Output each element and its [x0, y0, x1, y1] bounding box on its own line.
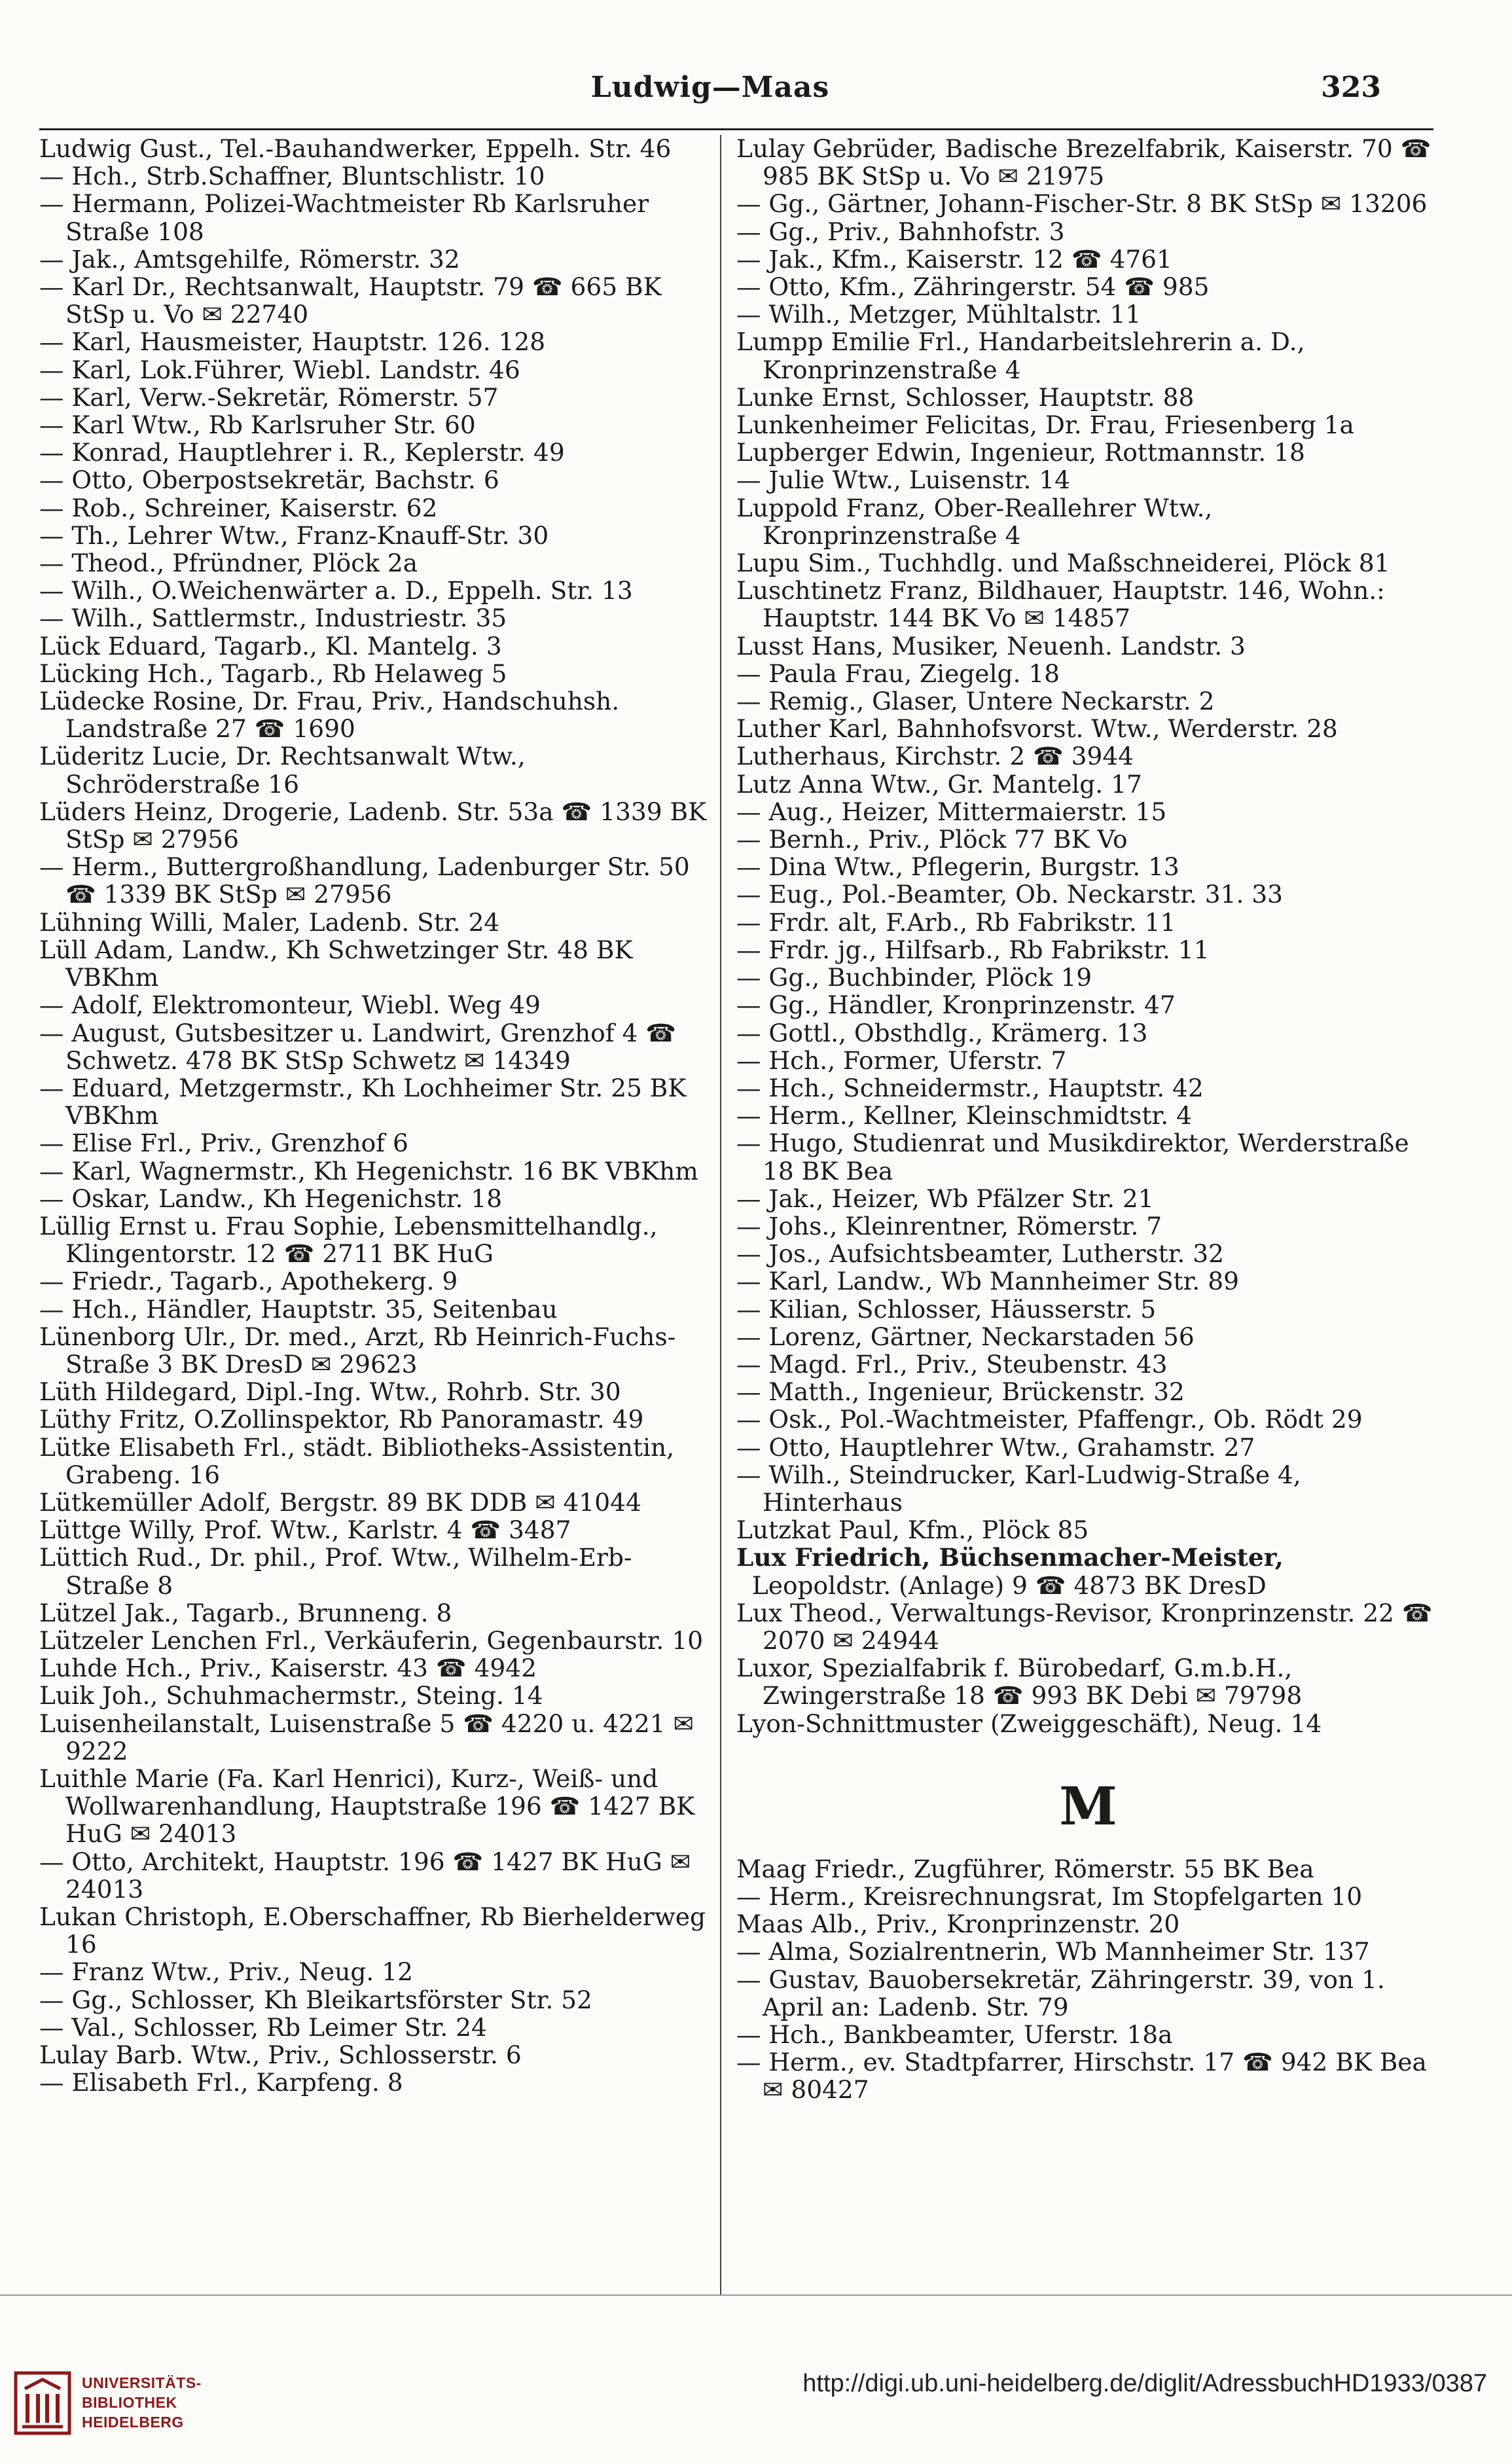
directory-entry: Lütkemüller Adolf, Bergstr. 89 BK DDB ✉ 41044	[39, 1487, 641, 1517]
directory-entry: — Aug., Heizer, Mittermaierstr. 15	[736, 797, 1167, 826]
directory-entry: — Th., Lehrer Wtw., Franz-Knauff-Str. 30	[39, 520, 549, 550]
directory-entry: Lüth Hildegard, Dipl.-Ing. Wtw., Rohrb. Str. 30	[39, 1377, 621, 1407]
directory-entry: — Otto, Hauptlehrer Wtw., Grahamstr. 27	[736, 1432, 1255, 1462]
directory-entry: — Friedr., Tagarb., Apothekerg. 9	[39, 1267, 458, 1296]
directory-entry: — Hch., Händler, Hauptstr. 35, Seitenbau	[39, 1294, 558, 1324]
directory-entry: — Karl Wtw., Rb Karlsruher Str. 60	[39, 410, 476, 440]
directory-entry: Lüttich Rud., Dr. phil., Prof. Wtw., Wilhelm-Erb-Straße 8	[39, 1543, 632, 1600]
directory-entry: Lulay Barb. Wtw., Priv., Schlosserstr. 6	[39, 2040, 522, 2070]
directory-entry: Leopoldstr. (Anlage) 9 ☎ 4873 BK DresD	[736, 1570, 1267, 1600]
directory-entry: Lunke Ernst, Schlosser, Hauptstr. 88	[736, 382, 1195, 412]
directory-entry: — Frdr. alt, F.Arb., Rb Fabrikstr. 11	[736, 907, 1176, 937]
directory-entry: — Gottl., Obsthdlg., Krämerg. 13	[736, 1018, 1148, 1047]
library-seal-icon	[13, 2370, 72, 2436]
directory-entry: — Hch., Strb.Schaffner, Bluntschlistr. 10	[39, 162, 545, 191]
directory-entry: Lüll Adam, Landw., Kh Schwetzinger Str. 48 BK VBKhm	[39, 935, 641, 992]
directory-entry: — Gg., Händler, Kronprinzenstr. 47	[736, 990, 1176, 1020]
directory-entry: — Wilh., Metzger, Mühltalstr. 11	[736, 300, 1142, 329]
directory-entry: Lünenborg Ulr., Dr. med., Arzt, Rb Heinrich-Fuchs-Straße 3 BK DresD ✉ 29623	[39, 1322, 676, 1379]
directory-entry: Lützeler Lenchen Frl., Verkäuferin, Gegenbaurstr. 10	[39, 1625, 704, 1655]
section-letter: M	[1059, 1775, 1117, 1837]
directory-entry: Lumpp Emilie Frl., Handarbeitslehrerin a. D., Kronprinzenstraße 4	[736, 327, 1313, 384]
directory-entry: Luther Karl, Bahnhofsvorst. Wtw., Werderstr. 28	[736, 714, 1338, 744]
directory-entry: — Eduard, Metzgermstr., Kh Lochheimer Str. 25 BK VBKhm	[39, 1073, 694, 1131]
directory-entry: — Gg., Buchbinder, Plöck 19	[736, 963, 1092, 992]
directory-entry: Lyon-Schnittmuster (Zweiggeschäft), Neug. 14	[736, 1709, 1322, 1738]
left-column	[39, 135, 713, 2096]
directory-entry: — Adolf, Elektromonteur, Wiebl. Weg 49	[39, 990, 541, 1020]
directory-entry-bold: Lux Friedrich, Büchsenmacher-Meister,	[736, 1543, 1284, 1572]
directory-entry: — Hch., Bankbeamter, Uferstr. 18a	[736, 2020, 1173, 2049]
directory-entry: — Elise Frl., Priv., Grenzhof 6	[39, 1129, 408, 1158]
column-divider	[720, 135, 721, 2295]
directory-entry: — Julie Wtw., Luisenstr. 14	[736, 465, 1071, 495]
directory-entry: — Theod., Pfründner, Plöck 2a	[39, 549, 418, 578]
directory-entry: — Elisabeth Frl., Karpfeng. 8	[39, 2068, 403, 2097]
directory-entry: — Eug., Pol.-Beamter, Ob. Neckarstr. 31. 33	[736, 880, 1283, 909]
directory-entry: — Dina Wtw., Pflegerin, Burgstr. 13	[736, 852, 1179, 882]
directory-entry: Maas Alb., Priv., Kronprinzenstr. 20	[736, 1910, 1180, 1939]
directory-entry: — Jak., Heizer, Wb Pfälzer Str. 21	[736, 1184, 1154, 1213]
directory-entry: — Osk., Pol.-Wachtmeister, Pfaffengr., Ob. Rödt 29	[736, 1405, 1363, 1434]
directory-entry: Lulay Gebrüder, Badische Brezelfabrik, Kaiserstr. 70 ☎ 985 BK StSp u. Vo ✉ 21975	[736, 134, 1439, 191]
directory-entry: — Paula Frau, Ziegelg. 18	[736, 659, 1060, 688]
right-column-entries-m	[736, 1855, 1440, 2104]
directory-entry: Lutzkat Paul, Kfm., Plöck 85	[736, 1515, 1089, 1545]
directory-entry: — Karl, Lok.Führer, Wiebl. Landstr. 46	[39, 355, 520, 384]
directory-entry: — Magd. Frl., Priv., Steubenstr. 43	[736, 1349, 1168, 1379]
directory-entry: — Wilh., Sattlermstr., Industriestr. 35	[39, 604, 507, 633]
directory-entry: — Franz Wtw., Priv., Neug. 12	[39, 1957, 413, 1987]
right-column	[736, 135, 1440, 2104]
directory-entry: — August, Gutsbesitzer u. Landwirt, Grenzhof 4 ☎ Schwetz. 478 BK StSp Schwetz ✉ 14349	[39, 1018, 684, 1075]
directory-entry: Maag Friedr., Zugführer, Römerstr. 55 BK Bea	[736, 1854, 1314, 1883]
directory-entry: Lüdecke Rosine, Dr. Frau, Priv., Handschuhsh. Landstraße 27 ☎ 1690	[39, 687, 628, 744]
directory-entry: — Karl, Landw., Wb Mannheimer Str. 89	[736, 1267, 1239, 1296]
directory-entry: — Otto, Architekt, Hauptstr. 196 ☎ 1427 BK HuG ✉ 24013	[39, 1847, 699, 1904]
directory-entry: — Oskar, Landw., Kh Hegenichstr. 18	[39, 1184, 503, 1213]
page-number: 323	[1321, 71, 1381, 104]
directory-entry: Lutherhaus, Kirchstr. 2 ☎ 3944	[736, 742, 1134, 771]
directory-entry: Luschtinetz Franz, Bildhauer, Hauptstr. 146, Wohn.: Hauptstr. 144 BK Vo ✉ 14857	[736, 576, 1393, 633]
directory-entry: Luithle Marie (Fa. Karl Henrici), Kurz-, Weiß- und Wollwarenhandlung, Hauptstraße 196 ☎ 1427 BK HuG ✉ 24013	[39, 1764, 703, 1849]
directory-entry: — Rob., Schreiner, Kaiserstr. 62	[39, 493, 438, 522]
directory-entry: Ludwig Gust., Tel.-Bauhandwerker, Eppelh. Str. 46	[39, 134, 672, 163]
directory-entry: — Herm., Kreisrechnungsrat, Im Stopfelgarten 10	[736, 1881, 1363, 1911]
directory-entry: Lupberger Edwin, Ingenieur, Rottmannstr. 18	[736, 438, 1305, 467]
directory-entry: Luxor, Spezialfabrik f. Bürobedarf, G.m.b.H., Zwingerstraße 18 ☎ 993 BK Debi ✉ 79798	[736, 1654, 1303, 1711]
directory-entry: Lukan Christoph, E.Oberschaffner, Rb Bierhelderweg 16	[39, 1902, 713, 1959]
page-title: Ludwig—Maas	[590, 71, 830, 104]
directory-entry: — Hugo, Studienrat und Musikdirektor, Werderstraße 18 BK Bea	[736, 1129, 1417, 1186]
directory-entry: Lüderitz Lucie, Dr. Rechtsanwalt Wtw., Schröderstraße 16	[39, 742, 533, 799]
right-column-entries-lux	[736, 1572, 1440, 1737]
directory-entry: — Karl Dr., Rechtsanwalt, Hauptstr. 79 ☎ 665 BK StSp u. Vo ✉ 22740	[39, 272, 670, 329]
directory-entry: — Jos., Aufsichtsbeamter, Lutherstr. 32	[736, 1239, 1224, 1269]
library-logo-text: UNIVERSITÄTS- BIBLIOTHEK HEIDELBERG	[82, 2374, 202, 2431]
directory-entry: — Herm., Buttergroßhandlung, Ladenburger Str. 50 ☎ 1339 BK StSp ✉ 27956	[39, 852, 698, 909]
directory-entry: Lütke Elisabeth Frl., städt. Bibliotheks-Assistentin, Grabeng. 16	[39, 1432, 682, 1489]
directory-entry: — Val., Schlosser, Rb Leimer Str. 24	[39, 2012, 487, 2042]
directory-entry: — Otto, Kfm., Zähringerstr. 54 ☎ 985	[736, 272, 1210, 302]
directory-entry: — Hch., Schneidermstr., Hauptstr. 42	[736, 1073, 1204, 1102]
directory-entry: — Matth., Ingenieur, Brückenstr. 32	[736, 1377, 1185, 1407]
directory-entry: — Frdr. jg., Hilfsarb., Rb Fabrikstr. 11	[736, 935, 1210, 964]
directory-entry: Luppold Franz, Ober-Reallehrer Wtw., Kronprinzenstraße 4	[736, 493, 1221, 550]
directory-entry: — Karl, Wagnermstr., Kh Hegenichstr. 16 BK VBKhm	[39, 1156, 698, 1186]
directory-entry: — Wilh., O.Weichenwärter a. D., Eppelh. Str. 13	[39, 576, 633, 606]
directory-entry: — Gustav, Bauobersekretär, Zähringerstr. 39, von 1. April an: Ladenb. Str. 79	[736, 1965, 1393, 2021]
source-url-link[interactable]: http://digi.ub.uni-heidelberg.de/diglit/AdressbuchHD1933/0387	[802, 2370, 1487, 2397]
directory-entry: Lück Eduard, Tagarb., Kl. Mantelg. 3	[39, 631, 502, 661]
footer-rule	[0, 2294, 1512, 2296]
directory-entry: — Jak., Amtsgehilfe, Römerstr. 32	[39, 244, 460, 274]
directory-entry: — Gg., Priv., Bahnhofstr. 3	[736, 217, 1065, 246]
directory-entry: Lüttge Willy, Prof. Wtw., Karlstr. 4 ☎ 3487	[39, 1515, 571, 1545]
directory-entry: — Otto, Oberpostsekretär, Bachstr. 6	[39, 465, 499, 495]
directory-entry: Lüllig Ernst u. Frau Sophie, Lebensmittelhandlg., Klingentorstr. 12 ☎ 2711 BK HuG	[39, 1211, 666, 1269]
right-column-entries-l	[736, 135, 1440, 1544]
directory-entry: — Konrad, Hauptlehrer i. R., Keplerstr. 49	[39, 438, 565, 467]
directory-entry: Luisenheilanstalt, Luisenstraße 5 ☎ 4220 u. 4221 ✉ 9222	[39, 1709, 702, 1766]
directory-entry: — Karl, Verw.-Sekretär, Römerstr. 57	[39, 382, 499, 412]
directory-entry: Lühning Willi, Maler, Ladenb. Str. 24	[39, 907, 500, 937]
directory-entry: — Jak., Kfm., Kaiserstr. 12 ☎ 4761	[736, 244, 1172, 274]
directory-entry: Lücking Hch., Tagarb., Rb Helaweg 5	[39, 659, 507, 688]
directory-entry: — Herm., ev. Stadtpfarrer, Hirschstr. 17 ☎ 942 BK Bea ✉ 80427	[736, 2048, 1435, 2105]
directory-entry: — Lorenz, Gärtner, Neckarstaden 56	[736, 1322, 1195, 1351]
directory-entry: — Hch., Former, Uferstr. 7	[736, 1045, 1067, 1075]
header-rule	[39, 128, 1433, 130]
directory-entry: — Wilh., Steindrucker, Karl-Ludwig-Straße 4, Hinterhaus	[736, 1460, 1309, 1517]
directory-entry: Lützel Jak., Tagarb., Brunneng. 8	[39, 1598, 452, 1627]
directory-entry: — Bernh., Priv., Plöck 77 BK Vo	[736, 825, 1128, 854]
directory-entry: — Kilian, Schlosser, Häusserstr. 5	[736, 1294, 1157, 1324]
directory-entry: Lupu Sim., Tuchhdlg. und Maßschneiderei, Plöck 81	[736, 549, 1390, 578]
directory-entry: Lunkenheimer Felicitas, Dr. Frau, Friesenberg 1a	[736, 410, 1354, 440]
directory-entry: — Alma, Sozialrentnerin, Wb Mannheimer Str. 137	[736, 1937, 1370, 1966]
directory-entry: — Remig., Glaser, Untere Neckarstr. 2	[736, 687, 1215, 716]
directory-entry: Luik Joh., Schuhmachermstr., Steing. 14	[39, 1681, 543, 1711]
directory-entry: — Karl, Hausmeister, Hauptstr. 126. 128	[39, 327, 546, 357]
directory-entry: — Hermann, Polizei-Wachtmeister Rb Karlsruher Straße 108	[39, 189, 657, 246]
directory-entry: Lutz Anna Wtw., Gr. Mantelg. 17	[736, 769, 1142, 799]
directory-entry: Luhde Hch., Priv., Kaiserstr. 43 ☎ 4942	[39, 1654, 537, 1683]
directory-entry: Lüders Heinz, Drogerie, Ladenb. Str. 53a ☎ 1339 BK StSp ✉ 27956	[39, 797, 715, 854]
directory-entry: — Johs., Kleinrentner, Römerstr. 7	[736, 1211, 1162, 1241]
page-header	[39, 65, 1381, 111]
directory-entry: — Gg., Schlosser, Kh Bleikartsförster Str. 52	[39, 1985, 592, 2014]
directory-entry: — Herm., Kellner, Kleinschmidtstr. 4	[736, 1101, 1192, 1131]
directory-entry: Lüthy Fritz, O.Zollinspektor, Rb Panoramastr. 49	[39, 1405, 644, 1434]
directory-entry: — Gg., Gärtner, Johann-Fischer-Str. 8 BK StSp ✉ 13206	[736, 189, 1428, 219]
library-logo	[13, 2366, 229, 2445]
directory-entry: Lux Theod., Verwaltungs-Revisor, Kronprinzenstr. 22 ☎ 2070 ✉ 24944	[736, 1598, 1441, 1655]
directory-entry: Lusst Hans, Musiker, Neuenh. Landstr. 3	[736, 631, 1246, 661]
